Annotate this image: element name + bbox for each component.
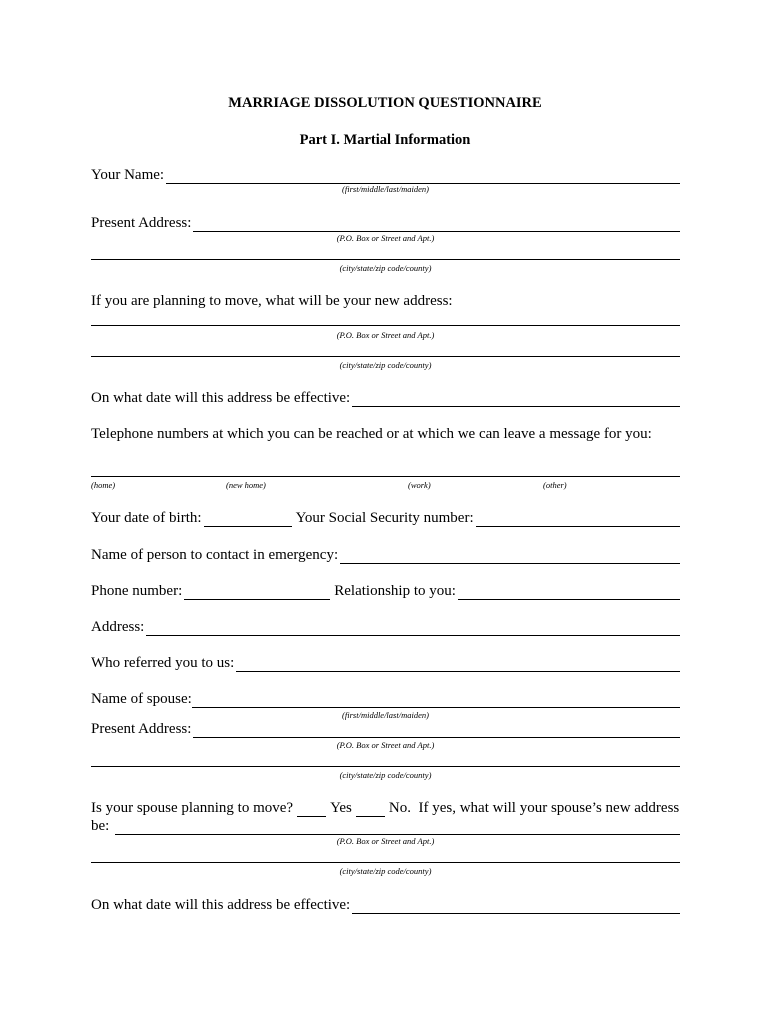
present-address-street-field[interactable] — [193, 216, 680, 232]
present-address-label: Present Address: — [91, 215, 192, 231]
new-address-street-caption: (P.O. Box or Street and Apt.) — [336, 330, 435, 340]
spouse-address-street-field[interactable] — [193, 722, 680, 738]
spouse-address-city-caption: (city/state/zip code/county) — [339, 770, 432, 780]
spouse-new-address-city-caption: (city/state/zip code/county) — [339, 866, 432, 876]
relationship-label: Relationship to you: — [334, 583, 456, 599]
effective-date-row — [91, 390, 680, 407]
referred-field[interactable] — [236, 656, 680, 672]
address-row — [91, 619, 680, 636]
your-name-caption: (first/middle/last/maiden) — [342, 184, 429, 194]
new-address-city-caption: (city/state/zip code/county) — [339, 360, 432, 370]
spouse-move-no-label: No. If yes, what will your spouse’s new address — [388, 800, 680, 816]
present-address-city-caption: (city/state/zip code/county) — [339, 263, 432, 273]
present-address-row — [91, 215, 680, 232]
your-name-row — [91, 167, 680, 184]
phone-field[interactable] — [184, 584, 330, 600]
spouse-move-no-field[interactable] — [356, 801, 385, 817]
ssn-field[interactable] — [476, 511, 680, 527]
document-title: MARRIAGE DISSOLUTION QUESTIONNAIRE — [228, 95, 542, 111]
present-address-street-caption: (P.O. Box or Street and Apt.) — [336, 233, 435, 243]
your-name-field[interactable] — [166, 168, 680, 184]
phone-home-caption: (home) — [91, 480, 116, 490]
spouse-name-label: Name of spouse: — [91, 691, 192, 707]
spouse-address-street-caption: (P.O. Box or Street and Apt.) — [336, 740, 435, 750]
phone-relationship-row — [91, 583, 680, 600]
spouse-new-address-row — [91, 818, 680, 835]
part-heading: Part I. Martial Information — [299, 132, 471, 148]
spouse-move-question: Is your spouse planning to move? — [91, 800, 294, 816]
dob-field[interactable] — [204, 511, 292, 527]
new-address-city-field[interactable] — [91, 356, 680, 357]
present-address-city-field[interactable] — [91, 259, 680, 260]
phone-other-caption: (other) — [543, 480, 567, 490]
spouse-name-caption: (first/middle/last/maiden) — [342, 710, 429, 720]
spouse-new-address-street-field[interactable] — [115, 819, 680, 835]
spouse-effective-date-field[interactable] — [352, 898, 680, 914]
spouse-effective-date-row — [91, 897, 680, 914]
effective-date-field[interactable] — [352, 391, 680, 407]
new-address-street-field[interactable] — [91, 325, 680, 326]
spouse-move-yes-field[interactable] — [297, 801, 326, 817]
phone-label: Phone number: — [91, 583, 183, 599]
effective-date-label: On what date will this address be effective: — [91, 390, 351, 406]
telephone-field[interactable] — [91, 476, 680, 477]
referred-label: Who referred you to us: — [91, 655, 235, 671]
phone-new-home-caption: (new home) — [226, 480, 266, 490]
spouse-new-address-city-field[interactable] — [91, 862, 680, 863]
emergency-field[interactable] — [340, 548, 680, 564]
emergency-row — [91, 547, 680, 564]
relationship-field[interactable] — [458, 584, 680, 600]
address-field[interactable] — [146, 620, 680, 636]
ssn-label: Your Social Security number: — [295, 510, 474, 526]
address-label: Address: — [91, 619, 145, 635]
spouse-be-label: be: — [91, 818, 110, 834]
emergency-label: Name of person to contact in emergency: — [91, 547, 339, 563]
spouse-name-row — [91, 691, 680, 708]
new-address-question: If you are planning to move, what will be your new address: — [91, 293, 453, 309]
dob-label: Your date of birth: — [91, 510, 202, 526]
spouse-new-address-street-caption: (P.O. Box or Street and Apt.) — [336, 836, 435, 846]
phone-work-caption: (work) — [408, 480, 431, 490]
spouse-address-label: Present Address: — [91, 721, 192, 737]
telephone-question: Telephone numbers at which you can be reached or at which we can leave a message for you: — [91, 426, 652, 442]
spouse-effective-date-label: On what date will this address be effective: — [91, 897, 351, 913]
your-name-label: Your Name: — [91, 167, 165, 183]
spouse-move-row — [91, 800, 680, 817]
spouse-move-yes-label: Yes — [330, 800, 352, 816]
spouse-address-city-field[interactable] — [91, 766, 680, 767]
spouse-name-field[interactable] — [192, 692, 680, 708]
dob-ssn-row — [91, 510, 680, 527]
referred-row — [91, 655, 680, 672]
spouse-address-row — [91, 721, 680, 738]
